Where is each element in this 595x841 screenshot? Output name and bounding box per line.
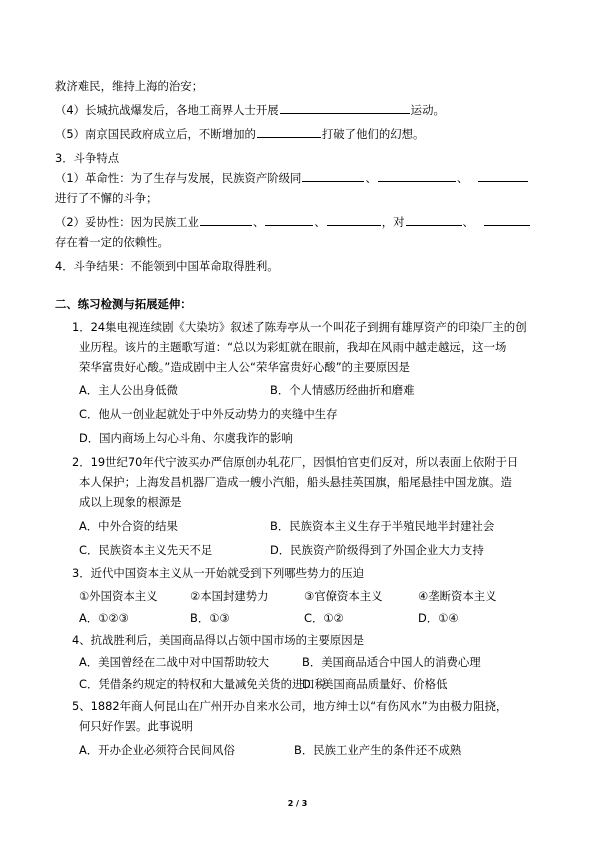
answer-blank[interactable] [280,102,410,114]
question-stem [79,339,506,355]
text: 荣华富贵好心酸。”造成剧中主人公“荣华富贵好心酸”的主要原因是 [79,360,410,374]
option-b[interactable] [270,518,494,534]
text: ①外国资本主义 [79,589,158,603]
option-text: A．美国曾经在二战中对中国帮助较大 [79,655,270,669]
text: 、 [314,215,326,229]
text: ②本国封建势力 [190,589,269,603]
text-line [55,190,158,206]
text-line [55,258,279,274]
text: ④垄断资本主义 [418,589,497,603]
text: （2）妥协性：因为民族工业 [55,215,199,229]
option-a[interactable] [79,742,235,758]
answer-blank[interactable] [478,170,528,182]
question-stem [72,698,507,714]
text: 业历程。该片的主题歌写道：“总以为彩虹就在眼前，我却在风雨中越走越远，这一场 [79,340,507,354]
option-text: A．中外合资的结果 [79,519,178,533]
text: 、 [462,215,474,229]
option-b[interactable] [294,742,461,758]
text-line [55,234,169,250]
section-heading: 3．斗争特点 [55,151,120,165]
option-c[interactable] [79,676,326,692]
answer-blank[interactable] [257,126,321,138]
question-stem [79,718,193,734]
text: （4）长城抗战爆发后，各地工商界人士开展 [55,103,279,117]
text: 何只好作罢。此事说明 [79,719,193,733]
text-line [55,150,119,166]
option-text: D．美国商品质量好、价格低 [302,677,448,691]
text: 3．近代中国资本主义从一开始就受到下列哪些势力的压迫 [72,566,365,580]
question-stem [79,474,512,490]
option-a[interactable] [79,518,178,534]
answer-blank[interactable] [200,214,252,226]
text: 2．19世纪70年代宁波买办严信原创办轧花厂，因惧怕官吏们反对，所以表面上依附于日 [72,455,519,469]
text: （5）南京国民政府成立后，不断增加的 [55,127,256,141]
option-text: D．国内商场上勾心斗角、尔虞我诈的影响 [79,431,293,445]
answer-blank[interactable] [484,214,530,226]
text: 救济难民，维持上海的治安； [55,79,204,93]
option-text: C．民族资本主义先天不足 [79,543,213,557]
page-number-text: 2 / 3 [287,799,308,808]
text-line [55,78,203,94]
question-stem [79,359,410,375]
option-text: B．美国商品适合中国人的消费心理 [302,655,481,669]
option-a[interactable] [79,654,269,670]
text-line [55,170,529,186]
option-b[interactable] [190,610,230,626]
text: 打破了他们的幻想。 [321,127,425,141]
option-text: A．开办企业必须符合民间风俗 [79,743,235,757]
text-line [55,126,424,142]
text: 1．24集电视连续剧《大染坊》叙述了陈寿亭从一个叫花子到拥有雄厚资产的印染厂主的创 [72,320,527,334]
question-stem [72,319,527,335]
option-d[interactable] [418,610,459,626]
text: ③官僚资本主义 [304,589,383,603]
option-text: A．主人公出身低微 [79,383,178,397]
text: 4．斗争结果：不能领到中国革命取得胜利。 [55,259,279,273]
option-text: C．凭借条约规定的特权和大量减免关货的进口税 [79,677,327,691]
text-line [55,214,531,230]
section-title [55,296,192,312]
text: ，对 [381,215,405,229]
text: 进行了不懈的斗争； [55,191,158,205]
option-text: B．民族工业产生的条件还不成熟 [294,743,462,757]
text: 5、1882年商人何昆山在广州开办自来水公司，地方绅士以“有伤风水”为由极力阻挠， [72,699,508,713]
option-d[interactable] [79,430,293,446]
text: 本人保护；上海发昌机器厂造成一艘小汽船，船头悬挂英国旗，船尾悬挂中国龙旗。造 [79,475,512,489]
statement-3 [304,588,383,604]
text: 、 [365,171,377,185]
section-title-text: 二、练习检测与拓展延伸： [55,297,192,311]
text: 成以上现象的根源是 [79,495,182,509]
text: 4、抗战胜利后，美国商品得以占领中国市场的主要原因是 [72,633,365,647]
statement-4 [418,588,497,604]
answer-blank[interactable] [378,170,456,182]
option-c[interactable] [79,406,338,422]
option-text: C．①② [304,611,344,625]
statement-1 [79,588,158,604]
question-stem [72,565,364,581]
option-c[interactable] [79,542,212,558]
question-stem [72,632,364,648]
text: 、 [252,215,265,229]
option-b[interactable] [302,654,481,670]
text: 运动。 [410,103,445,117]
text-line [55,102,445,118]
option-text: A．①②③ [79,611,129,625]
question-stem [79,494,182,510]
text: （1）革命性：为了生存与发展，民族资产阶级同 [55,171,302,185]
option-d[interactable] [302,676,447,692]
option-a[interactable] [79,382,178,398]
page-number [0,799,595,808]
option-text: C．他从一创业起就处于中外反动势力的夹缝中生存 [79,407,338,421]
text: 、 [456,171,469,185]
option-d[interactable] [270,542,484,558]
answer-blank[interactable] [302,170,364,182]
option-text: D．民族资产阶级得到了外国企业大力支持 [270,543,484,557]
text: 存在着一定的依赖性。 [55,235,169,249]
question-stem [72,454,518,470]
option-b[interactable] [270,382,415,398]
statement-2 [190,588,269,604]
option-text: B．个人情感历经曲折和磨难 [270,383,415,397]
option-c[interactable] [304,610,344,626]
answer-blank[interactable] [265,214,313,226]
answer-blank[interactable] [327,214,381,226]
option-text: B．①③ [190,611,230,625]
answer-blank[interactable] [406,214,462,226]
option-text: B．民族资本主义生存于半殖民地半封建社会 [270,519,495,533]
option-a[interactable] [79,610,129,626]
option-text: D．①④ [418,611,459,625]
